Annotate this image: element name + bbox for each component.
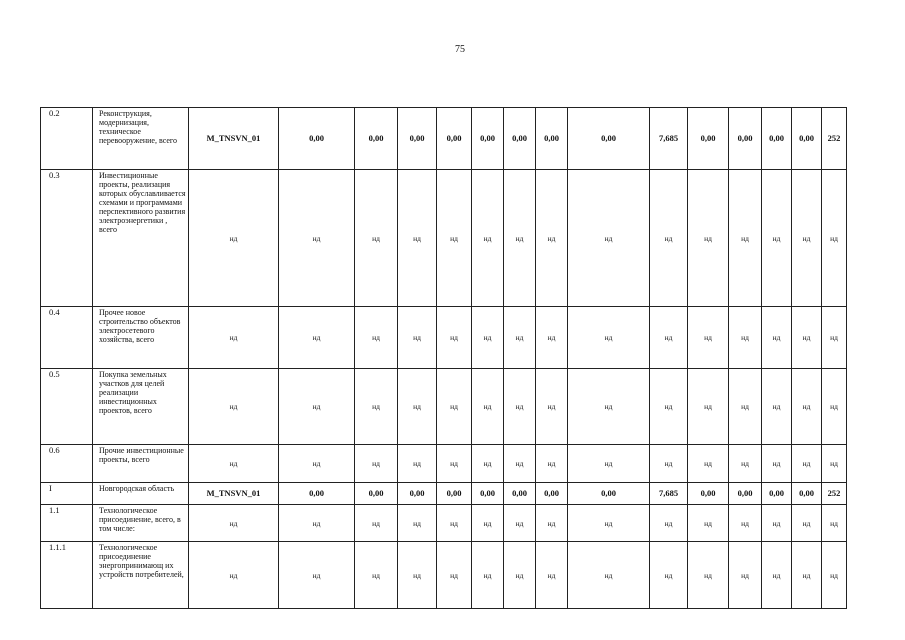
value-cell: M_TNSVN_01	[189, 108, 279, 170]
value-cell: нд	[437, 307, 472, 369]
value-cell: 0,00	[568, 108, 650, 170]
value-cell: нд	[189, 369, 279, 445]
value-cell: нд	[504, 369, 536, 445]
row-name: Новгородская область	[93, 483, 189, 505]
value-cell: 0,00	[568, 483, 650, 505]
value-cell: 0,00	[472, 483, 504, 505]
table-row	[41, 369, 847, 445]
value-cell: нд	[792, 542, 822, 609]
value-cell: нд	[792, 505, 822, 542]
value-cell: нд	[279, 369, 355, 445]
value-cell: нд	[398, 369, 437, 445]
value-cell: 252	[822, 108, 847, 170]
value-cell: нд	[568, 307, 650, 369]
value-cell: нд	[398, 542, 437, 609]
value-cell: нд	[355, 170, 398, 307]
value-cell: 0,00	[762, 483, 792, 505]
value-cell: нд	[822, 542, 847, 609]
value-cell: нд	[279, 170, 355, 307]
value-cell: нд	[822, 369, 847, 445]
value-cell: нд	[729, 542, 762, 609]
value-cell: нд	[536, 445, 568, 483]
value-cell: нд	[688, 505, 729, 542]
value-cell: 7,685	[650, 483, 688, 505]
row-number: 0.2	[41, 108, 93, 170]
value-cell: нд	[472, 307, 504, 369]
value-cell: 0,00	[472, 108, 504, 170]
value-cell: 0,00	[355, 483, 398, 505]
value-cell: 0,00	[792, 483, 822, 505]
row-number: 0.4	[41, 307, 93, 369]
row-name: Прочее новое строительство объектов электросетевого хозяйства, всего	[93, 307, 189, 369]
value-cell: нд	[437, 170, 472, 307]
value-cell: 7,685	[650, 108, 688, 170]
value-cell: 0,00	[792, 108, 822, 170]
value-cell: нд	[189, 445, 279, 483]
value-cell: нд	[688, 542, 729, 609]
value-cell: нд	[822, 505, 847, 542]
value-cell: 0,00	[398, 108, 437, 170]
table-row	[41, 542, 847, 609]
value-cell: нд	[729, 170, 762, 307]
value-cell: нд	[398, 307, 437, 369]
row-name: Технологическое присоединение, всего, в том числе:	[93, 505, 189, 542]
value-cell: нд	[729, 307, 762, 369]
value-cell: нд	[279, 307, 355, 369]
table-row	[41, 505, 847, 542]
value-cell: нд	[279, 445, 355, 483]
value-cell: 252	[822, 483, 847, 505]
row-name: Реконструкция, модернизация, техническое перевооружение, всего	[93, 108, 189, 170]
value-cell: нд	[437, 505, 472, 542]
value-cell: нд	[568, 369, 650, 445]
value-cell: 0,00	[536, 483, 568, 505]
value-cell: 0,00	[688, 483, 729, 505]
row-name: Технологическое присоединение энергопринимающ их устройств потребителей,	[93, 542, 189, 609]
row-name: Инвестиционные проекты, реализация которых обуславливается схемами и программами перспективного развития электроэнергетики , всего	[93, 170, 189, 307]
value-cell: нд	[568, 170, 650, 307]
value-cell: нд	[688, 170, 729, 307]
value-cell: нд	[536, 369, 568, 445]
value-cell: нд	[792, 307, 822, 369]
value-cell: нд	[650, 170, 688, 307]
value-cell: нд	[279, 542, 355, 609]
value-cell: 0,00	[279, 483, 355, 505]
value-cell: нд	[398, 505, 437, 542]
value-cell: нд	[650, 542, 688, 609]
value-cell: нд	[504, 445, 536, 483]
value-cell: 0,00	[536, 108, 568, 170]
value-cell: нд	[536, 307, 568, 369]
value-cell: нд	[822, 445, 847, 483]
value-cell: 0,00	[729, 483, 762, 505]
row-name: Покупка земельных участков для целей реализации инвестиционных проектов, всего	[93, 369, 189, 445]
value-cell: нд	[504, 170, 536, 307]
value-cell: нд	[279, 505, 355, 542]
value-cell: нд	[472, 445, 504, 483]
value-cell: нд	[688, 369, 729, 445]
value-cell: нд	[792, 369, 822, 445]
value-cell: 0,00	[437, 108, 472, 170]
investment-table	[40, 107, 847, 609]
value-cell: нд	[355, 369, 398, 445]
value-cell: нд	[688, 307, 729, 369]
table-row	[41, 170, 847, 307]
value-cell: нд	[504, 542, 536, 609]
value-cell: нд	[472, 542, 504, 609]
row-number: 1.1.1	[41, 542, 93, 609]
value-cell: нд	[355, 445, 398, 483]
value-cell: нд	[729, 505, 762, 542]
value-cell: нд	[568, 542, 650, 609]
value-cell: 0,00	[729, 108, 762, 170]
row-number: 0.6	[41, 445, 93, 483]
value-cell: нд	[437, 445, 472, 483]
value-cell: нд	[355, 307, 398, 369]
value-cell: 0,00	[279, 108, 355, 170]
value-cell: нд	[792, 170, 822, 307]
value-cell: нд	[650, 369, 688, 445]
value-cell: нд	[688, 445, 729, 483]
value-cell: нд	[822, 307, 847, 369]
value-cell: нд	[650, 307, 688, 369]
value-cell: нд	[762, 170, 792, 307]
value-cell: нд	[437, 369, 472, 445]
row-number: 0.5	[41, 369, 93, 445]
value-cell: 0,00	[762, 108, 792, 170]
row-number: 1.1	[41, 505, 93, 542]
value-cell: нд	[762, 445, 792, 483]
value-cell: нд	[536, 170, 568, 307]
value-cell: нд	[472, 170, 504, 307]
value-cell: нд	[189, 542, 279, 609]
value-cell: нд	[437, 542, 472, 609]
value-cell: нд	[189, 505, 279, 542]
value-cell: нд	[472, 505, 504, 542]
value-cell: нд	[536, 505, 568, 542]
table-row	[41, 445, 847, 483]
value-cell: 0,00	[504, 108, 536, 170]
value-cell: нд	[568, 505, 650, 542]
row-number: I	[41, 483, 93, 505]
value-cell: нд	[189, 170, 279, 307]
value-cell: нд	[729, 369, 762, 445]
value-cell: нд	[355, 542, 398, 609]
value-cell: нд	[650, 445, 688, 483]
value-cell: нд	[504, 307, 536, 369]
value-cell: нд	[729, 445, 762, 483]
value-cell: нд	[568, 445, 650, 483]
row-number: 0.3	[41, 170, 93, 307]
value-cell: нд	[472, 369, 504, 445]
value-cell: нд	[762, 307, 792, 369]
value-cell: M_TNSVN_01	[189, 483, 279, 505]
value-cell: 0,00	[355, 108, 398, 170]
value-cell: нд	[762, 542, 792, 609]
value-cell: 0,00	[688, 108, 729, 170]
value-cell: нд	[398, 445, 437, 483]
value-cell: 0,00	[398, 483, 437, 505]
value-cell: 0,00	[437, 483, 472, 505]
table-row	[41, 307, 847, 369]
value-cell: нд	[536, 542, 568, 609]
value-cell: нд	[355, 505, 398, 542]
value-cell: нд	[792, 445, 822, 483]
table-row	[41, 483, 847, 505]
value-cell: нд	[398, 170, 437, 307]
value-cell: нд	[189, 307, 279, 369]
value-cell: нд	[762, 369, 792, 445]
value-cell: 0,00	[504, 483, 536, 505]
value-cell: нд	[822, 170, 847, 307]
table-row	[41, 108, 847, 170]
page-number: 75	[455, 44, 465, 55]
value-cell: нд	[762, 505, 792, 542]
value-cell: нд	[650, 505, 688, 542]
value-cell: нд	[504, 505, 536, 542]
row-name: Прочие инвестиционные проекты, всего	[93, 445, 189, 483]
